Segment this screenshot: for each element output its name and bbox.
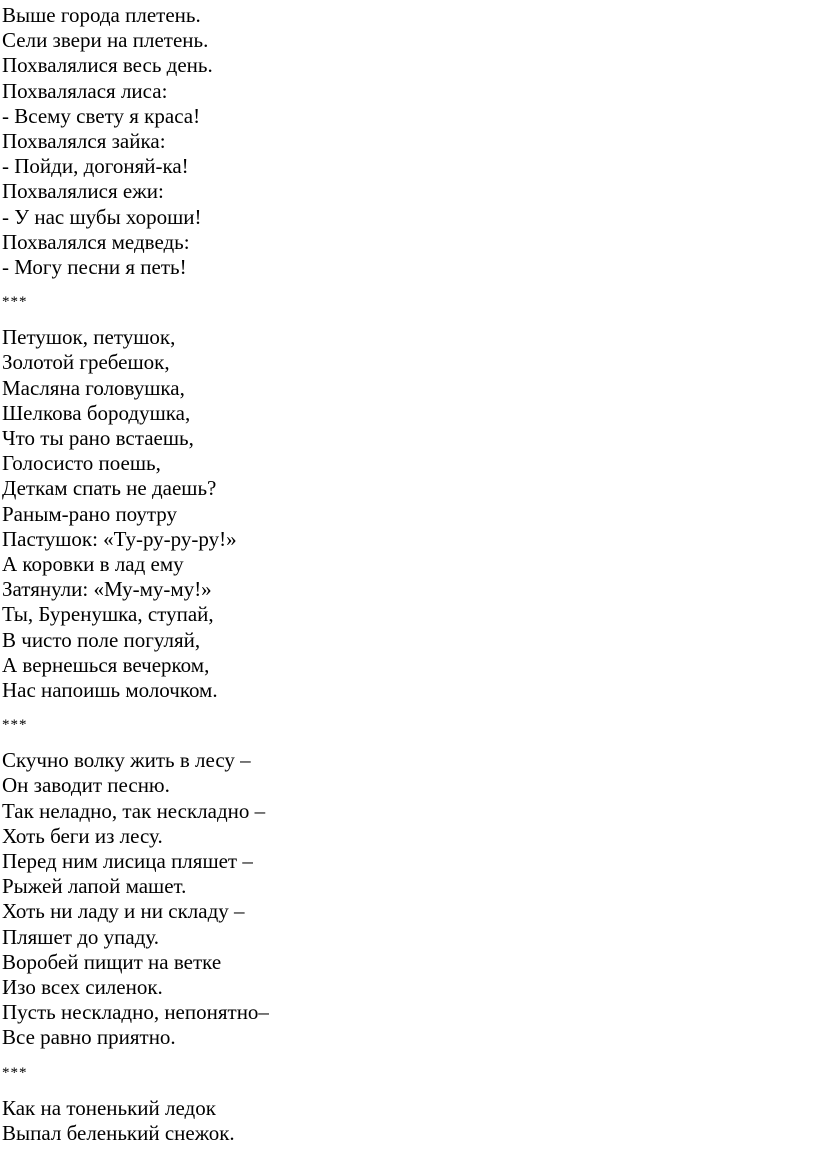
poem-line: Похвалялася лиса: [2, 78, 168, 103]
poem-line: Похвалялся зайка: [2, 128, 166, 153]
poem-ice [2, 1096, 802, 1146]
poem-line: Пусть нескладно, непонятно– [2, 1000, 269, 1025]
poem-line: А вернешься вечерком, [2, 652, 210, 677]
poem-line: Пляшет до упаду. [2, 924, 160, 949]
stanza-gap [2, 738, 802, 748]
poem-line: - Могу песни я петь! [2, 254, 187, 279]
poem-line: - Всему свету я краса! [2, 103, 201, 128]
stanza-gap [2, 315, 802, 325]
poem-line: Шелкова бородушка, [2, 400, 191, 425]
section-separator: *** [2, 294, 28, 311]
poem-line: Сели звери на плетень. [2, 28, 209, 53]
document-page [2, 3, 802, 1146]
poem-line: Выше города плетень. [2, 3, 201, 27]
poem-wolf [2, 748, 802, 1050]
poem-line: Похвалялися ежи: [2, 179, 164, 204]
poem-line: Хоть беги из лесу. [2, 823, 163, 848]
section-separator: *** [2, 1064, 28, 1081]
poem-line: Выпал беленький снежок. [2, 1120, 235, 1145]
poem-line: Похвалялся медведь: [2, 229, 190, 254]
poem-line: Воробей пищит на ветке [2, 949, 222, 974]
poem-line: Петушок, петушок, [2, 325, 176, 350]
poem-line: А коровки в лад ему [2, 551, 184, 576]
poem-line: Изо всех силенок. [2, 974, 163, 999]
poem-line: Как на тоненький ледок [2, 1095, 216, 1120]
poem-line: Он заводит песню. [2, 773, 170, 798]
poem-line: Деткам спать не даешь? [2, 476, 217, 501]
stanza-gap [2, 1086, 802, 1096]
stanza-gap [2, 703, 802, 713]
poem-line: Масляна головушка, [2, 375, 185, 400]
poem-line: - Пойди, догоняй-ка! [2, 154, 189, 179]
poem-line: Голосисто поешь, [2, 451, 161, 476]
poem-line: Перед ним лисица пляшет – [2, 849, 253, 873]
poem-line: Золотой гребешок, [2, 350, 170, 375]
section-separator: *** [2, 717, 28, 734]
poem-line: Пастушок: «Ту-ру-ру-ру!» [2, 526, 237, 551]
stanza-gap [2, 280, 802, 290]
poem-line: В чисто поле погуляй, [2, 627, 201, 652]
poem-town-fence [2, 3, 802, 280]
poem-line: - У нас шубы хороши! [2, 204, 202, 229]
poem-line: Все равно приятно. [2, 1025, 176, 1050]
poem-line: Раным-рано поутру [2, 501, 178, 526]
poem-line: Скучно волку жить в лесу – [2, 748, 251, 773]
poem-line: Так неладно, так нескладно – [2, 798, 266, 823]
poem-line: Нас напоишь молочком. [2, 677, 218, 702]
poem-line: Похвалялися весь день. [2, 53, 213, 78]
poem-rooster [2, 325, 802, 703]
poem-line: Хоть ни ладу и ни складу – [2, 899, 245, 924]
poem-line: Ты, Буренушка, ступай, [2, 602, 214, 627]
poem-line: Рыжей лапой машет. [2, 874, 187, 899]
poem-line: Что ты рано встаешь, [2, 426, 194, 450]
stanza-gap [2, 1051, 802, 1061]
poem-line: Затянули: «Му-му-му!» [2, 577, 212, 602]
